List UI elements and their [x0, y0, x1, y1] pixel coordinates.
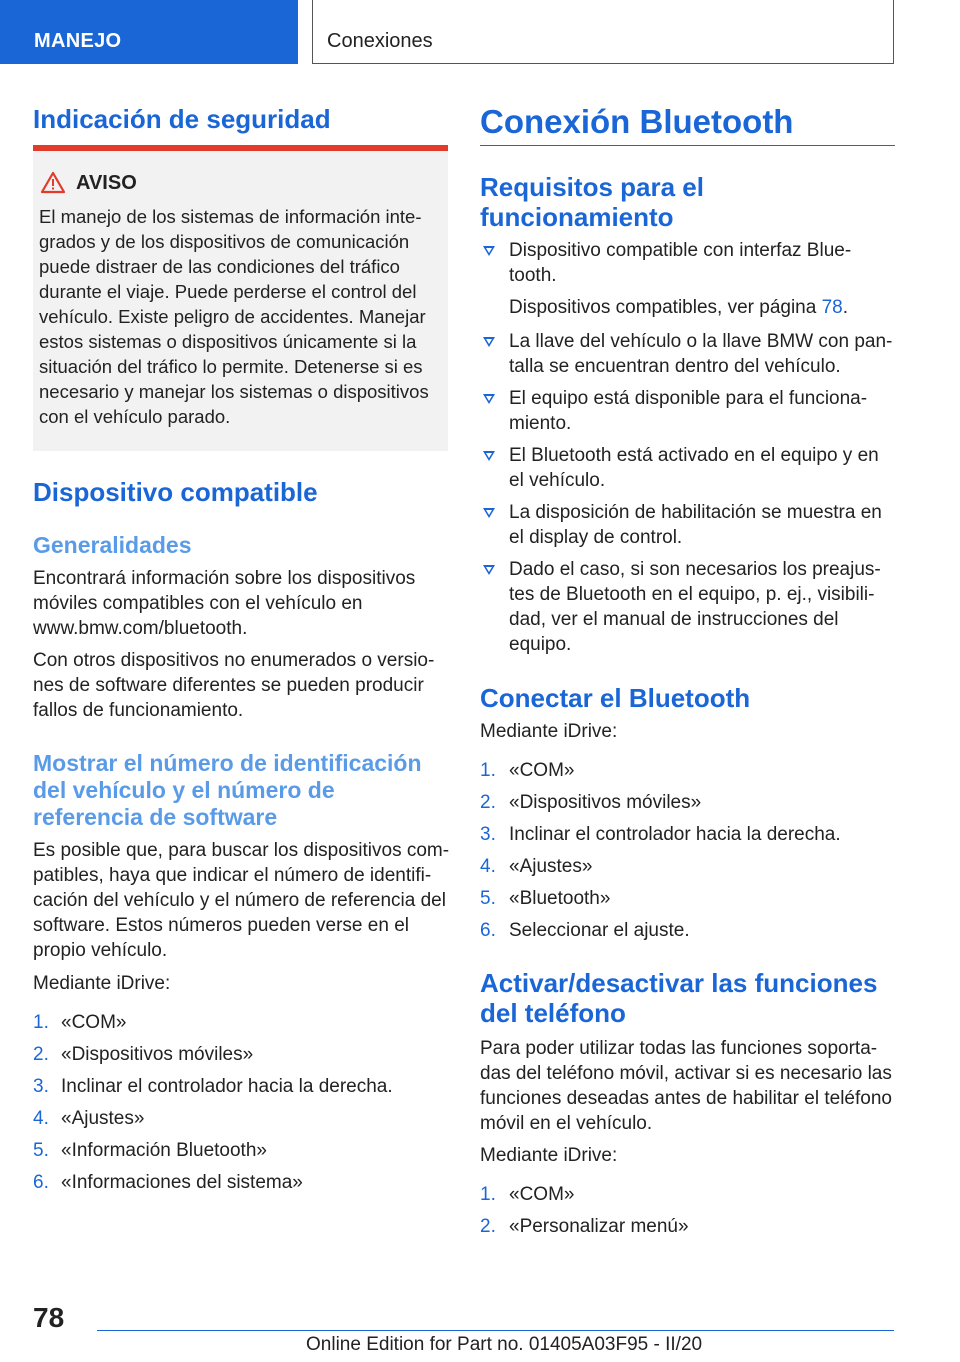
warning-line: con el vehículo parado. [39, 406, 231, 427]
step-text: «Ajustes» [509, 856, 593, 877]
step-number: 2. [480, 1216, 496, 1237]
text-line: tooth. [509, 265, 557, 286]
list-item [509, 443, 899, 493]
step-number: 1. [33, 1012, 49, 1033]
text-line: Dado el caso, si son necesarios los preajus- [509, 559, 881, 580]
list-item [509, 329, 899, 379]
step-number: 3. [480, 824, 496, 845]
text-line: El Bluetooth está activado en el equipo y en [509, 445, 879, 466]
heading-line: funcionamiento [480, 202, 674, 232]
general-paragraph-1 [33, 566, 453, 641]
text-line: móvil en el vehículo. [480, 1113, 653, 1134]
list-item [509, 557, 899, 657]
footer-rule [97, 1330, 894, 1331]
warning-line: necesario y manejar los sistemas o dispositivos [39, 381, 429, 402]
text-line: cación del vehículo y el número de referencia del [33, 890, 446, 911]
header-chapter-label: Conexiones [327, 30, 433, 52]
step-number: 3. [33, 1076, 49, 1097]
step-text: «COM» [509, 760, 575, 781]
text-line: Es posible que, para buscar los dispositivos com- [33, 840, 450, 861]
heading-line: del teléfono [480, 998, 626, 1028]
step-number: 6. [33, 1172, 49, 1193]
text-line: dad, ver el manual de instrucciones del [509, 609, 839, 630]
step-number: 2. [480, 792, 496, 813]
warning-line: grados y de los dispositivos de comunicación [39, 231, 410, 252]
list-item [509, 238, 899, 288]
text-line: La llave del vehículo o la llave BMW con pan- [509, 331, 893, 352]
text-line: La disposición de habilitación se muestra en [509, 502, 882, 523]
bullet-triangle-icon [483, 246, 495, 256]
vin-heading [33, 750, 453, 831]
warning-line: puede distraer de las condiciones del tráfico [39, 256, 400, 277]
compatible-heading: Dispositivo compatible [33, 477, 318, 507]
text-line: El equipo está disponible para el funciona- [509, 388, 868, 409]
header-section-tab [0, 0, 298, 64]
safety-heading: Indicación de seguridad [33, 104, 331, 134]
text-line: funciones deseadas antes de habilitar el teléfono [480, 1088, 892, 1109]
bullet-triangle-icon [483, 565, 495, 575]
step-number: 5. [33, 1140, 49, 1161]
page-link[interactable]: 78 [821, 297, 843, 318]
connect-heading: Conectar el Bluetooth [480, 683, 751, 713]
step-number: 1. [480, 1184, 496, 1205]
bullet-triangle-icon [483, 394, 495, 404]
step-text: «Dispositivos móviles» [509, 792, 702, 813]
heading-line: Activar/desactivar las funciones [480, 968, 878, 998]
heading-line: Mostrar el número de identificación [33, 750, 422, 776]
text-line: www.bmw.com/bluetooth. [33, 618, 248, 639]
step-text: «COM» [61, 1012, 127, 1033]
phone-paragraph [480, 1036, 900, 1136]
warning-line: durante el viaje. Puede perderse el control del [39, 281, 417, 302]
text-line: Con otros dispositivos no enumerados o versio- [33, 650, 435, 671]
warning-line: situación del tráfico lo permite. Detenerse si es [39, 356, 423, 377]
step-text: Inclinar el controlador hacia la derecha. [61, 1076, 393, 1097]
list-item [509, 500, 899, 550]
header-section-label: MANEJO [34, 30, 122, 52]
bullet-triangle-icon [483, 451, 495, 461]
list-item [509, 386, 899, 436]
heading-line: referencia de software [33, 804, 278, 830]
text-line: nes de software diferentes se pueden producir [33, 675, 424, 696]
header-chapter-tab [312, 0, 894, 64]
step-text: Inclinar el controlador hacia la derecha. [509, 824, 841, 845]
text-line: el vehículo. [509, 470, 606, 491]
text-line: talla se encuentran dentro del vehículo. [509, 356, 841, 377]
step-number: 6. [480, 920, 496, 941]
reference-period: . [842, 297, 849, 318]
step-text: «Ajustes» [61, 1108, 145, 1129]
text-line: patibles, haya que indicar el número de identifi- [33, 865, 432, 886]
general-paragraph-2 [33, 648, 453, 723]
text-line: miento. [509, 413, 572, 434]
text-line: propio vehículo. [33, 940, 168, 961]
bullet-triangle-icon [483, 508, 495, 518]
footer-edition: Online Edition for Part no. 01405A03F95 - II/20 [306, 1334, 703, 1355]
text-line: equipo. [509, 634, 572, 655]
vin-paragraph [33, 838, 453, 963]
warning-line: estos sistemas o dispositivos únicamente si la [39, 331, 417, 352]
step-text: Seleccionar el ajuste. [509, 920, 690, 941]
requirements-heading [480, 172, 895, 232]
step-text: «COM» [509, 1184, 575, 1205]
step-number: 4. [480, 856, 496, 877]
warning-line: vehículo. Existe peligro de accidentes. Manejar [39, 306, 426, 327]
text-line: fallos de funcionamiento. [33, 700, 244, 721]
text-line: el display de control. [509, 527, 683, 548]
warning-triangle-icon [40, 171, 66, 194]
text-line: Para poder utilizar todas las funciones soporta- [480, 1038, 878, 1059]
idrive-label: Mediante iDrive: [33, 973, 171, 994]
step-text: «Información Bluetooth» [61, 1140, 267, 1161]
step-text: «Dispositivos móviles» [61, 1044, 254, 1065]
step-number: 4. [33, 1108, 49, 1129]
step-number: 1. [480, 760, 496, 781]
bullet-triangle-icon [483, 337, 495, 347]
compat-reference [509, 295, 899, 320]
warning-line: El manejo de los sistemas de información inte- [39, 206, 422, 227]
heading-line: del vehículo y el número de [33, 777, 335, 803]
page-number: 78 [33, 1302, 65, 1333]
step-text: «Informaciones del sistema» [61, 1172, 303, 1193]
text-line: das del teléfono móvil, activar si es necesario las [480, 1063, 892, 1084]
warning-text [39, 204, 439, 429]
text-line: tes de Bluetooth en el equipo, p. ej., visibili- [509, 584, 875, 605]
heading-rule [480, 145, 895, 146]
phone-functions-heading [480, 968, 895, 1028]
heading-line: Requisitos para el [480, 172, 704, 202]
text-line: móviles compatibles con el vehículo en [33, 593, 363, 614]
text-line: software. Estos números pueden verse en el [33, 915, 409, 936]
reference-text: Dispositivos compatibles, ver página [509, 297, 822, 318]
bluetooth-heading: Conexión Bluetooth [480, 103, 794, 140]
step-number: 5. [480, 888, 496, 909]
text-line: Dispositivo compatible con interfaz Blue- [509, 240, 852, 261]
step-text: «Personalizar menú» [509, 1216, 689, 1237]
text-line: Encontrará información sobre los dispositivos [33, 568, 416, 589]
general-heading: Generalidades [33, 532, 192, 558]
step-text: «Bluetooth» [509, 888, 611, 909]
idrive-label: Mediante iDrive: [480, 721, 618, 742]
warning-label: AVISO [76, 172, 137, 194]
idrive-label: Mediante iDrive: [480, 1145, 618, 1166]
step-number: 2. [33, 1044, 49, 1065]
